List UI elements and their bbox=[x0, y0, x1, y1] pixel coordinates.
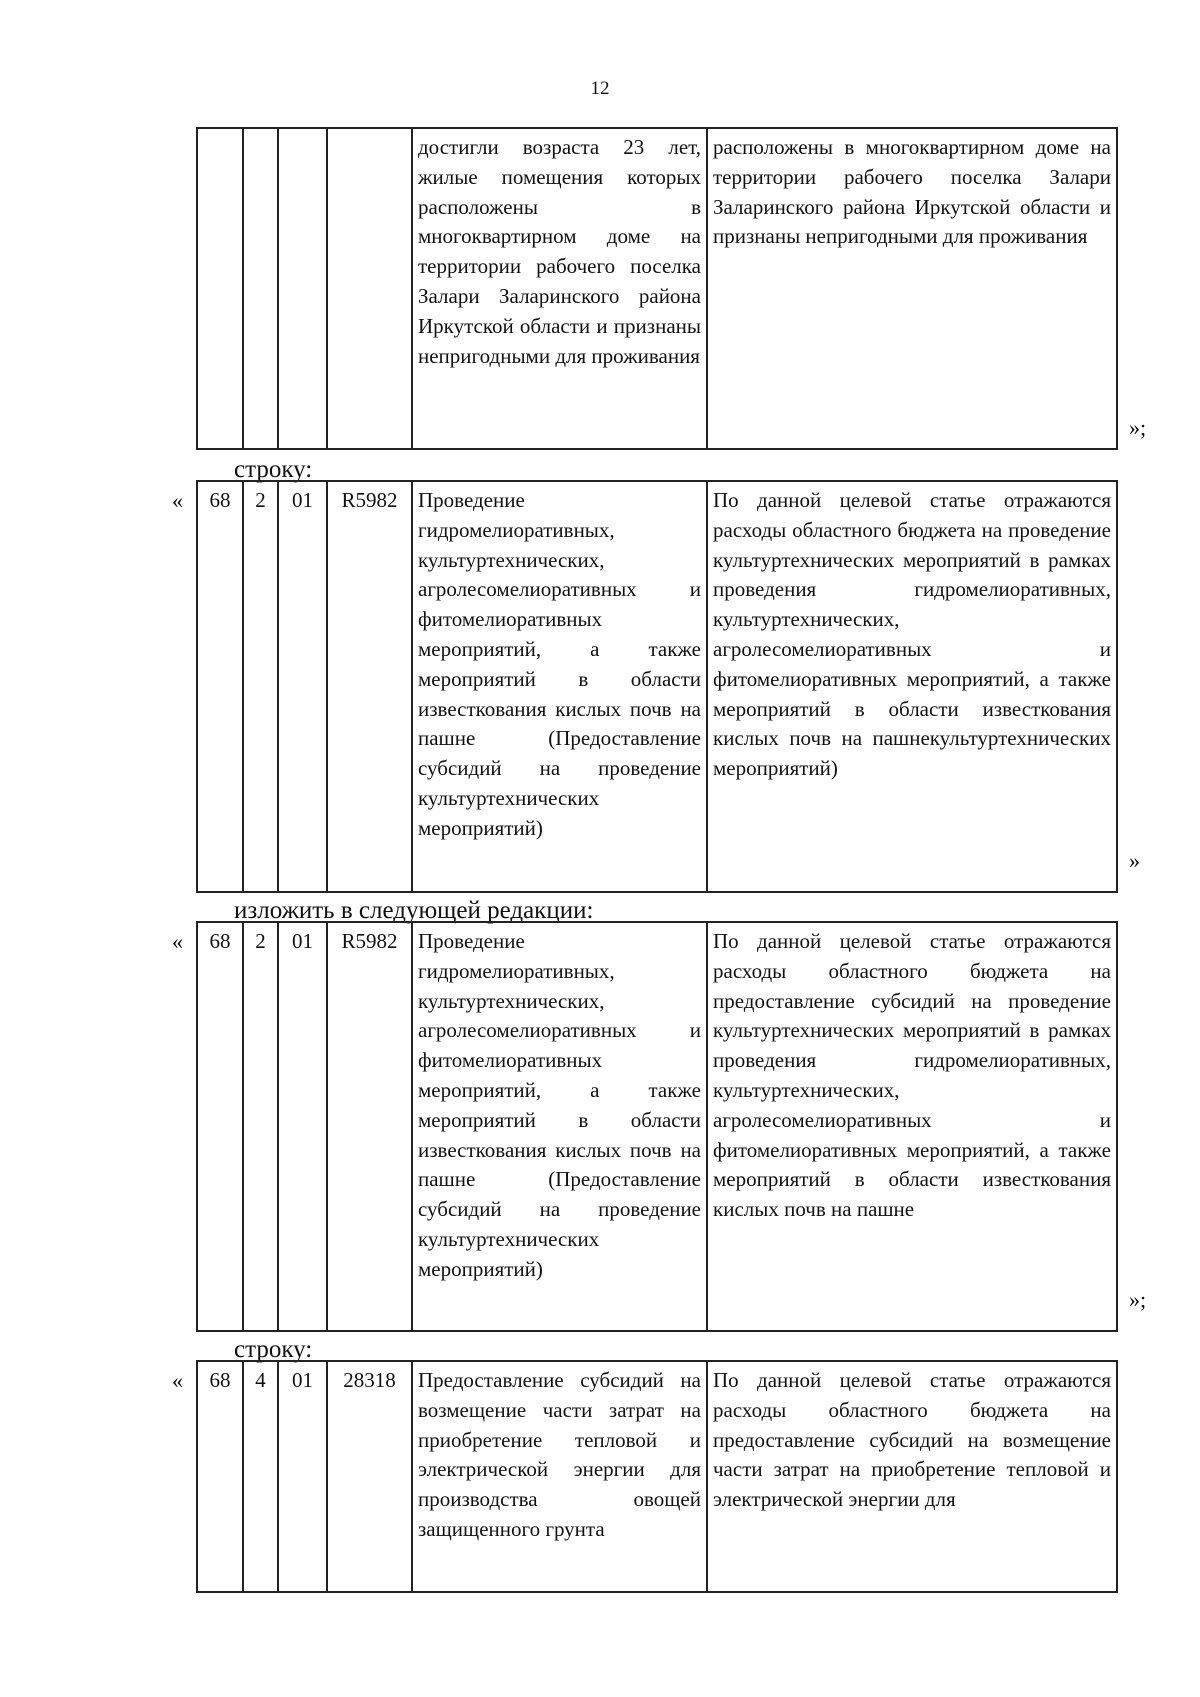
section-label: изложить в следующей редакции: bbox=[234, 897, 594, 924]
direction-code-cell: 28318 bbox=[327, 1361, 412, 1592]
page-number: 12 bbox=[590, 78, 610, 99]
section-label: строку: bbox=[234, 456, 313, 483]
direction-code-cell: R5982 bbox=[327, 481, 412, 892]
item-description-cell: По данной целевой статье отражаются расходы областного бюджета на предоставление субсидий на проведение культуртехнических мероприятий в рамках проведения гидромелиоративных, культуртехнических, агролесомелиоративных и фитомелиоративных мероприятий, а также мероприятий в области известкования кислых почв на пашне bbox=[707, 922, 1117, 1331]
opening-quote: « bbox=[172, 1368, 183, 1393]
table-row bbox=[197, 1361, 1117, 1592]
code-table-current bbox=[196, 480, 1118, 893]
section-label: строку: bbox=[234, 1336, 313, 1363]
item-name-cell: Предоставление субсидий на возмещение части затрат на приобретение тепловой и электрической энергии для производства овощей защищенного грунта bbox=[412, 1361, 707, 1592]
code-table-continuation bbox=[196, 127, 1118, 450]
section-code-cell bbox=[197, 128, 243, 449]
item-name-cell: Проведение гидромелиоративных, культуртехнических, агролесомелиоративных и фитомелиоративных мероприятий, а также мероприятий в области известкования кислых почв на пашне (Предоставление субсидий на проведение культуртехнических мероприятий) bbox=[412, 481, 707, 892]
subsection-code-cell: 4 bbox=[243, 1361, 278, 1592]
section-code-cell: 68 bbox=[197, 481, 243, 892]
direction-code-cell bbox=[327, 128, 412, 449]
program-code-cell bbox=[278, 128, 327, 449]
opening-quote: « bbox=[172, 488, 183, 513]
direction-code-cell: R5982 bbox=[327, 922, 412, 1331]
opening-quote: « bbox=[172, 929, 183, 954]
program-code-cell: 01 bbox=[278, 481, 327, 892]
program-code-cell: 01 bbox=[278, 1361, 327, 1592]
program-code-cell: 01 bbox=[278, 922, 327, 1331]
table-row bbox=[197, 128, 1117, 449]
item-description-cell: расположены в многоквартирном доме на территории рабочего поселка Залари Заларинского района Иркутской области и признаны непригодными для проживания bbox=[707, 128, 1117, 449]
closing-quote: »; bbox=[1129, 415, 1147, 440]
item-name-cell: достигли возраста 23 лет, жилые помещения которых расположены в многоквартирном доме на территории рабочего поселка Залари Заларинского района Иркутской области и признаны непригодными для проживания bbox=[412, 128, 707, 449]
code-table-new-edition bbox=[196, 921, 1118, 1332]
section-code-cell: 68 bbox=[197, 922, 243, 1331]
closing-quote: »; bbox=[1129, 1287, 1147, 1312]
item-description-cell: По данной целевой статье отражаются расходы областного бюджета на проведение культуртехнических мероприятий в рамках проведения гидромелиоративных, культуртехнических, агролесомелиоративных и фитомелиоративных мероприятий, а также мероприятий в области известкования кислых почв на пашнекультуртехнических мероприятий) bbox=[707, 481, 1117, 892]
section-code-cell: 68 bbox=[197, 1361, 243, 1592]
closing-quote: » bbox=[1129, 848, 1140, 873]
subsection-code-cell: 2 bbox=[243, 481, 278, 892]
subsection-code-cell bbox=[243, 128, 278, 449]
item-name-cell: Проведение гидромелиоративных, культуртехнических, агролесомелиоративных и фитомелиоративных мероприятий, а также мероприятий в области известкования кислых почв на пашне (Предоставление субсидий на проведение культуртехнических мероприятий) bbox=[412, 922, 707, 1331]
subsection-code-cell: 2 bbox=[243, 922, 278, 1331]
item-description-cell: По данной целевой статье отражаются расходы областного бюджета на предоставление субсидий на возмещение части затрат на приобретение тепловой и электрической энергии для bbox=[707, 1361, 1117, 1592]
table-row bbox=[197, 922, 1117, 1331]
code-table-next-item bbox=[196, 1360, 1118, 1593]
table-row bbox=[197, 481, 1117, 892]
